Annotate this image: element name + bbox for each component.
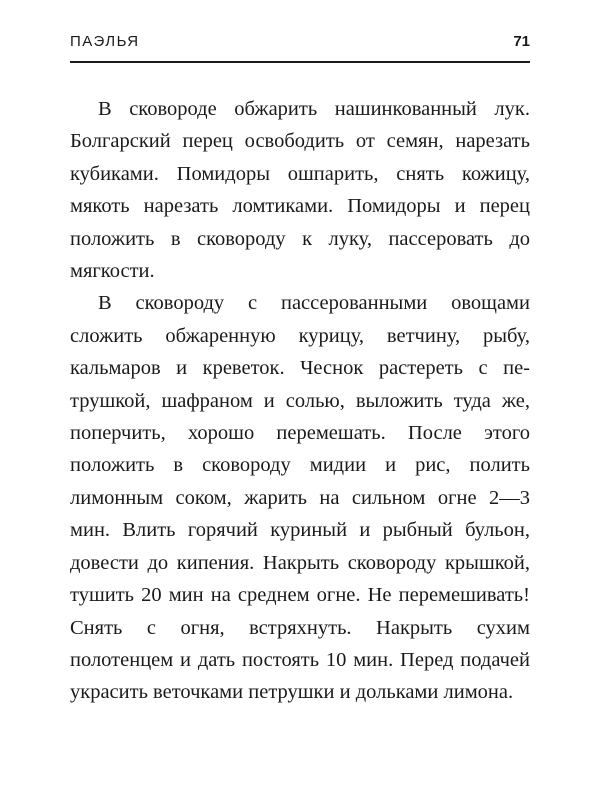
paragraph: В сковороду с пассерованными овощами сложить обжаренную курицу, ветчину, рыбу, кальмаров и креветок. Чеснок растереть с петрушкой, шафраном и солью, выложить туда же, поперчить, хорошо перемешать. После этого положить в сковороду мидии и рис, полить лимонным соком, жарить на сильном огне 2—3 мин. Влить горячий куриный и рыбный бульон, довести до кипения. Накрыть сковороду крышкой, тушить 20 мин на среднем огне. Не перемешивать! Снять с огня, встряхнуть. Накрыть сухим полотенцем и дать постоять 10 мин. Перед подачей украсить веточками петрушки и дольками лимона. xyxy=(70,292,530,704)
page-number: 71 xyxy=(513,33,530,50)
recipe-text xyxy=(70,93,530,709)
running-header xyxy=(70,33,530,55)
paragraph: В сковороде обжарить нашинкованный лук. Болгарский перец освободить от семян, нарезать кубиками. Помидоры ошпарить, снять кожицу, мякоть нарезать ломтиками. Помидоры и перец положить в сковороду к луку, пассеровать до мягкости. xyxy=(70,98,530,283)
section-title: ПАЭЛЬЯ xyxy=(70,33,140,50)
header-divider xyxy=(70,61,530,63)
